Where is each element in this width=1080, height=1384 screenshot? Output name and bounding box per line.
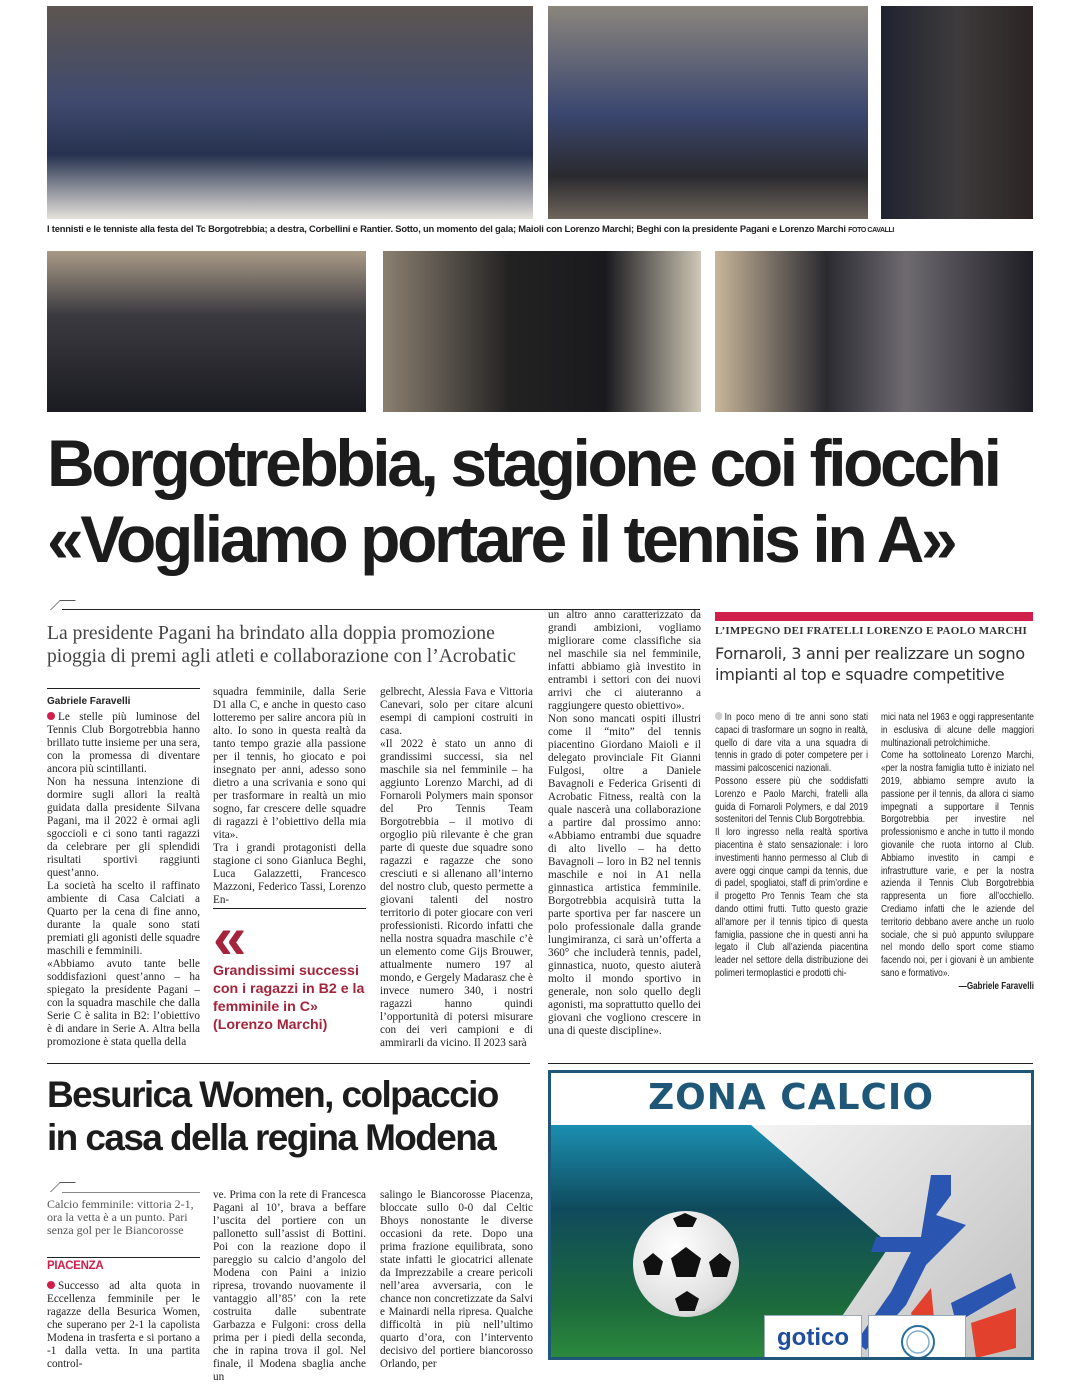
side-title-line-1: Fornaroli, 3 anni per realizzare un sogno — [715, 644, 1025, 663]
photo-gala — [47, 251, 366, 412]
paragraph: ve. Prima con la rete di Francesca Pagani al 10’, brava a beffare l’uscita del portiere con un pallonetto sull’assist di Bottini. Poi con la reazione dopo il pareggio su calcio d’angolo del Modena con Paini a inizio ripresa, trovando nuovamente il vantaggio all’85’ con la rete costruita dalle subentrate Garbazza e Fulgoni: cross della prima per i piedi della seconda, che in rapina trova il gol. Nel finale, il Modena sbaglia anche un — [213, 1189, 366, 1383]
main-subtitle — [47, 622, 547, 668]
side-article-bar — [715, 612, 1033, 621]
photo-beghi-pagani-marchi — [715, 251, 1033, 412]
headline-line-1: Besurica Women, colpaccio — [47, 1074, 498, 1115]
divider — [47, 1257, 200, 1258]
side-kicker: L’IMPEGNO DEI FRATELLI LORENZO E PAOLO MARCHI — [715, 625, 1027, 637]
photo-caption — [47, 223, 1033, 234]
second-column-2 — [213, 1189, 366, 1384]
second-headline — [47, 1073, 547, 1159]
side-title — [715, 643, 1045, 685]
paragraph: Non ha nessuna intenzione di dormire sugli allori la realtà guidata dalla presidente Silvana Pagani, ma il 2022 è ormai agli sgoccioli e ci sono tanti ragazzi da celebrare per gli splendidi risultati sportivi raggiunti quest’anno. — [47, 776, 200, 879]
headline-line-1: Borgotrebbia, stagione coi fiocchi — [47, 426, 999, 500]
paragraph: In poco meno di tre anni sono stati capaci di trasformare un sogno in realtà, quello di dare vita a una squadra di tennis in grado di poter competere per i massimi palcoscenici nazionali. — [715, 712, 868, 775]
paragraph: squadra femminile, dalla Serie D1 alla C, e anche in questo caso lotteremo per salire ancora più in alto. Io sono in questa realtà da tanto tempo grazie alla passione per il tennis, ho giocato e poi insegnato per anni, adesso sono dietro a una scrivania e sono qui per trasformare in realtà un mio sogno, far crescere delle squadre di ragazzi è l’obiettivo della mia vita». — [213, 686, 366, 841]
divider — [62, 1192, 200, 1193]
dateline: PIACENZA — [47, 1260, 104, 1272]
photo-team-group — [47, 6, 533, 219]
quote-mark-icon: « — [213, 904, 247, 971]
sponsor-logo-gotico: gotico — [764, 1315, 862, 1360]
paragraph: mici nata nel 1963 e oggi rappresentante in esclusiva di alcune delle maggiori multinazionali petrolchimiche. — [881, 712, 1034, 749]
main-column-3 — [380, 686, 533, 1050]
photo-maioli-marchi — [383, 251, 701, 412]
ad-title: ZONA CALCIO — [648, 1077, 934, 1118]
paragraph: Non sono mancati ospiti illustri come il “mito” del tennis piacentino Giordano Maioli e il delegato provinciale Fit Gianni Fulgosi, oltre a Daniele Bavagnoli e Federica Grisenti di Acrobatic Fitness, realtà con la quale nascerà una collaborazione a partire dal prossimo anno: «Abbiamo entrambi due squadre di alto livello – ha detto Bavagnoli – loro in B2 nel tennis maschile e noi in A1 nella ginnastica artistica femminile. Borgotrebbia acquisirà tutta la parte sportiva per far nascere un polo professionale dalla grande lungimiranza, ci sarà un’offerta a 360° che includerà tennis, padel, ginnastica, nuoto, questo aiuterà molto il mondo sportivo in generale, non solo quello degli agonisti, ma soprattutto quello dei giovani che vogliono crescere in una di queste discipline». — [548, 713, 701, 1037]
side-title-line-2: impianti al top e squadre competitive — [715, 665, 1005, 684]
main-column-4 — [548, 609, 701, 1038]
photo-credit: FOTO CAVALLI — [848, 227, 894, 234]
advertisement-zona-calcio[interactable] — [548, 1070, 1034, 1360]
second-column-3 — [380, 1189, 533, 1371]
byline: Gabriele Faravelli — [47, 696, 131, 707]
headline-line-2: in casa della regina Modena — [47, 1117, 496, 1158]
paragraph: Le stelle più luminose del Tennis Club Borgotrebbia hanno brillato tutte insieme per una sera, con la promessa di diventare ancora più scintillanti. — [47, 711, 200, 775]
signoff-name: Gabriele Faravelli — [966, 980, 1034, 992]
main-headline — [47, 425, 1047, 577]
subtitle-line-1: La presidente Pagani ha brindato alla doppia promozione — [47, 623, 495, 644]
paragraph: Come ha sottolineato Lorenzo Marchi, «per la nostra famiglia tutto è iniziato nel 2019, abbiamo sempre avuto la passione per il tennis, da allora ci siamo impegnati a supportare il Tennis Borgotrebbia per investire nel professionismo e anche in tutto il mondo giovanile che ruota intorno al Club. Abbiamo investito in campi e infrastrutture varie, e per la nostra azienda il Tennis Club Borgotrebbia rappresenta un fiore all’occhiello. Crediamo infatti che le aziende del territorio debbano avere anche un ruolo sociale, che si può appunto sviluppare nel mondo dello sport come stiamo facendo noi, per i giovani è un ambiente sano e formativo». — [881, 750, 1034, 979]
side-column-2 — [881, 712, 1034, 994]
subtitle-line-2: pioggia di premi agli atleti e collaborazione con l’Acrobatic — [47, 646, 516, 667]
bullet-icon — [47, 712, 55, 720]
paragraph: gelbrecht, Alessia Fava e Vittoria Canevari, solo per citare alcuni esempi di campioni costruiti in casa. — [380, 686, 533, 737]
bullet-icon — [715, 712, 722, 720]
second-subtitle: Calcio femminile: vittoria 2-1, ora la vetta è a un punto. Pari senza gol per le Biancorosse — [47, 1197, 194, 1237]
bullet-icon — [47, 1281, 55, 1289]
rule-corner-icon — [50, 1182, 76, 1192]
paragraph: «Abbiamo avuto tante belle soddisfazioni quest’anno – ha spiegato la presidente Pagani – con la squadra maschile che dalla Serie C è salita in B2: l’obiettivo è di andare in Serie A. Altra bella promozione è stata quella della — [47, 958, 200, 1048]
photo-corbellini-rantier — [881, 6, 1033, 219]
pull-quote: Grandissimi successi con i ragazzi in B2 e la femminile in C» (Lorenzo Marchi) — [213, 963, 365, 1033]
paragraph: un altro anno caratterizzato da grandi ambizioni, vogliamo migliorare come classifiche sia nel maschile sia nel femminile, infatti abbiamo già investito in entrambi i settori con dei nuovi arrivi che ci aiuteranno a raggiungere questo obiettivo». — [548, 609, 701, 712]
divider — [548, 1063, 1033, 1064]
photo-women-team — [548, 6, 868, 219]
caption-text: I tennisti e le tenniste alla festa del Tc Borgotrebbia; a destra, Corbellini e Rantier. Sotto, un momento del gala; Maioli con Lorenzo Marchi; Beghi con la presidente Pagani e Lorenzo Marchi — [47, 223, 846, 234]
side-column-1 — [715, 712, 868, 981]
divider — [47, 1063, 530, 1064]
paragraph: Tra i grandi protagonisti della stagione ci sono Gianluca Beghi, Luca Galazzetti, Francesco Mazzoni, Federico Tassi, Lorenzo En- — [213, 842, 366, 906]
headline-line-2: «Vogliamo portare il tennis in A» — [47, 502, 955, 576]
paragraph: Il loro ingresso nella realtà sportiva piacentina è stato sensazionale: i loro investimenti hanno permesso al Club di avere oggi cinque campi da tennis, due di padel, spogliatoi, staff di prim’ordine e il progetto Pro Tennis Team che sta dando ottimi frutti. Tutto questo grazie all’amore per il tennis tipico di questa famiglia, passione che in questi anni ha legato il Club all’azienda piacentina leader nel settore della distribuzione dei polimeri termoplastici e prodotti chi- — [715, 827, 868, 979]
second-column-1 — [47, 1280, 200, 1371]
paragraph: Possono essere più che soddisfatti Lorenzo e Paolo Marchi, fratelli alla guida di Fornaroli Polymers, e dal 2019 sostenitori del Tennis Club Borgotrebbia. — [715, 775, 868, 826]
paragraph: «Il 2022 è stato un anno di grandissimi successi, sia nel maschile sia nel femminile – ha aggiunto Lorenzo Marchi, ad di Fornaroli Polymers main sponsor del Pro Tennis Team Borgotrebbia – il motivo di orgoglio più rilevante è che gran parte di queste due squadre sono ragazzi e ragazze che sono cresciuti e si allenano all’interno del nostro club, questo permette a giovani talenti del nostro territorio di poter giocare con veri professionisti. Ricordo infatti che nella nostra squadra maschile c’è un elemento come Gijs Brouwer, attualmente numero 197 al mondo, e Gergely Madarasz che è invece numero 340, i nostri ragazzi hanno quindi l’opportunità di potersi misurare con dei veri campioni e di ammirarli da vicino. Il 2023 sarà — [380, 738, 533, 1049]
main-column-1 — [47, 693, 200, 1049]
circle-logo-icon — [869, 1316, 967, 1360]
divider — [47, 688, 200, 689]
sponsor-logo-circle — [868, 1315, 966, 1360]
main-column-2 — [213, 686, 366, 907]
soccer-ball-icon — [633, 1211, 739, 1317]
paragraph: salingo le Biancorosse Piacenza, bloccate sullo 0-0 dal Celtic Bhoys nonostante le diverse occasioni da rete. Dopo una prima frazione equilibrata, sono state infatti le giocatrici allenate da Imprezzabile a creare pericoli nell’area avversaria, con le chance non concretizzate da Salvi e Mainardi nella ripresa. Qualche difficoltà in più nell’ultimo quarto d’ora, con l’intervento decisivo del portiere biancorosso Orlando, per — [380, 1189, 533, 1370]
paragraph: La società ha scelto il raffinato ambiente di Casa Calciati a Quarto per la cena di fine anno, durante la quale sono stati premiati gli agonisti delle squadre maschili e femminili. — [47, 880, 200, 957]
signoff: —Gabriele Faravelli — [958, 980, 1034, 992]
paragraph: Successo ad alta quota in Eccellenza femminile per le ragazze della Besurica Women, che superano per 2-1 la capolista Modena in trasferta e si portano a -1 dalla vetta. In una partita control- — [47, 1280, 200, 1370]
